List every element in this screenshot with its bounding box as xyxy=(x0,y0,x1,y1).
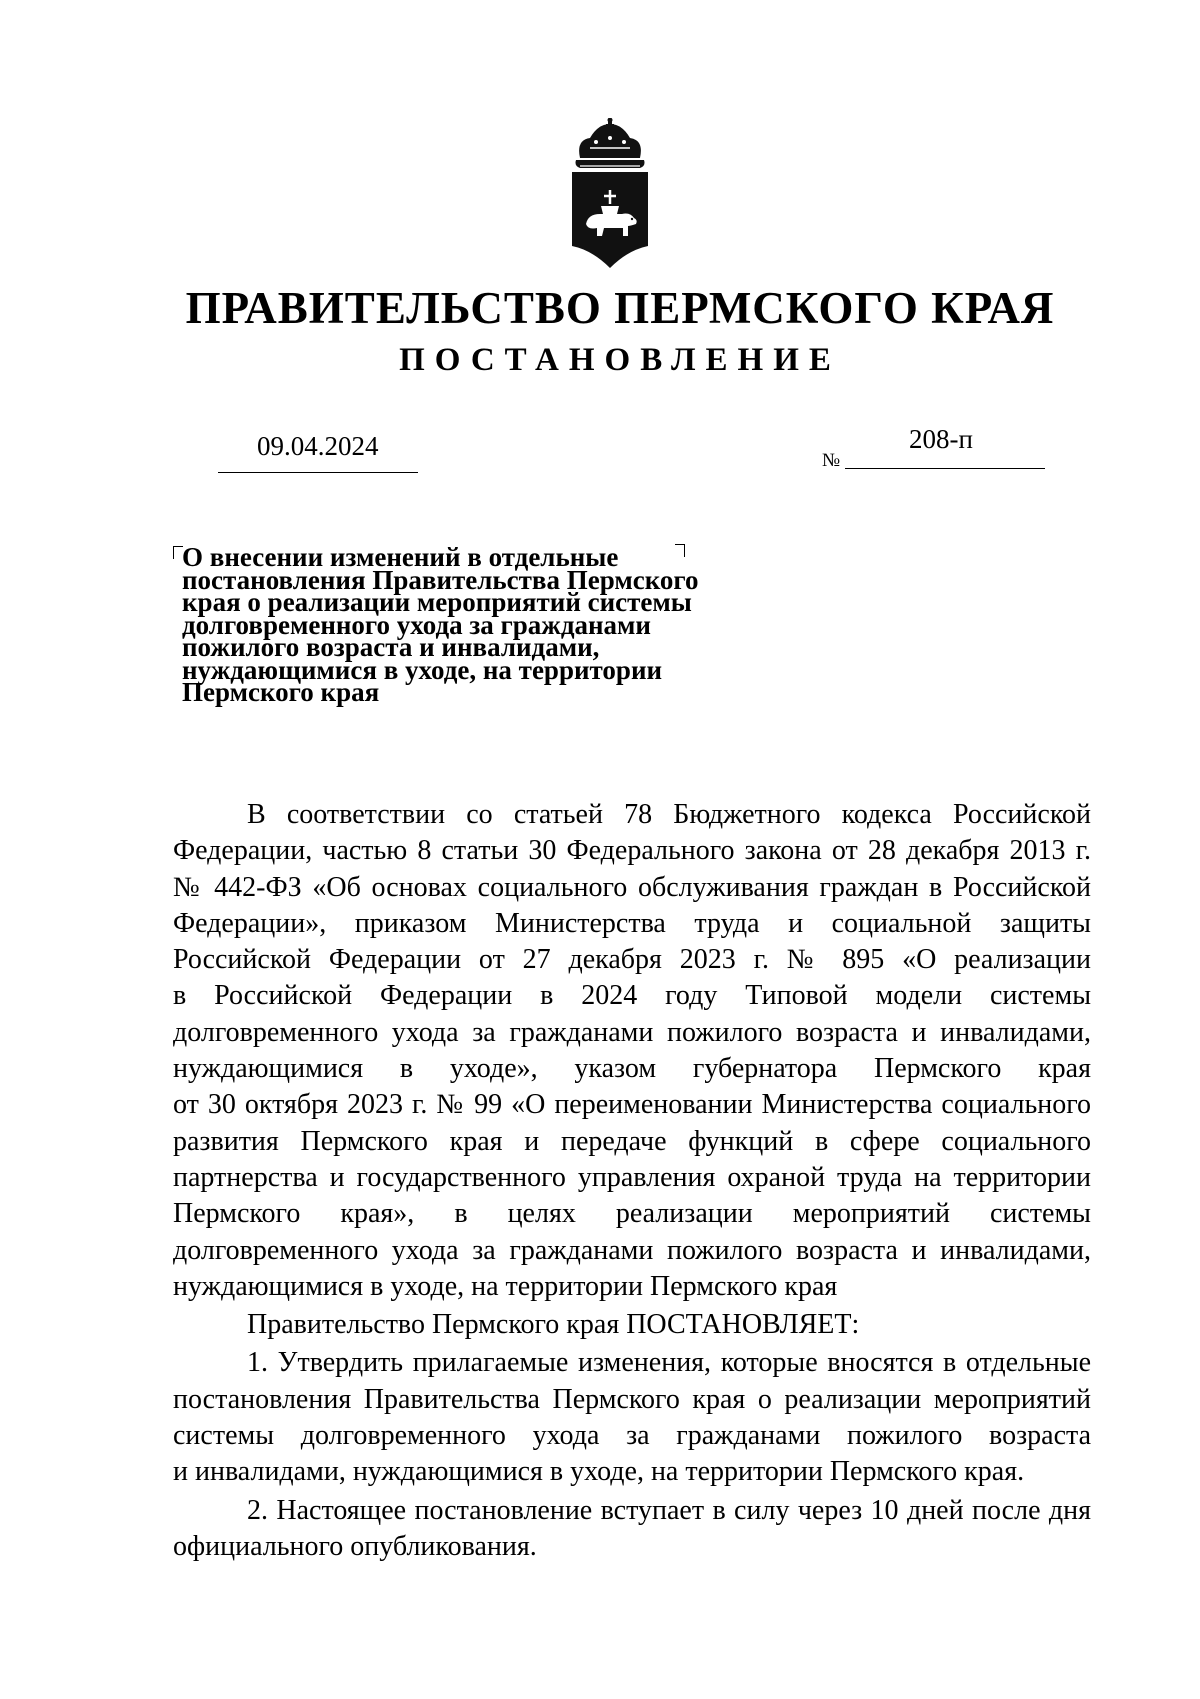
subject-line: О внесении изменений в отдельные xyxy=(182,542,619,572)
resolves-line: Правительство Пермского края ПОСТАНОВЛЯЕТ: xyxy=(247,1309,860,1341)
preamble-line: Российской Федерации от 27 декабря 2023 г. № 895 «О реализации xyxy=(173,944,1091,976)
preamble-line: В соответствии со статьей 78 Бюджетного кодекса Российской xyxy=(247,799,1091,830)
document-body xyxy=(173,797,1091,1565)
item-1-line: постановления Правительства Пермского края о реализации мероприятий xyxy=(173,1383,1091,1415)
preamble-line: нуждающимися в уходе, на территории Пермского края xyxy=(173,1270,838,1302)
preamble-line: от 30 октября 2023 г. № 99 «О переименовании Министерства социального xyxy=(173,1089,1091,1121)
preamble-line: в Российской Федерации в 2024 году Типовой модели системы xyxy=(173,980,1091,1012)
perm-krai-coat-of-arms-icon xyxy=(568,118,652,270)
preamble-line: долговременного ухода за гражданами пожилого возраста и инвалидами, xyxy=(173,1234,1091,1266)
subject-line: Пермского края xyxy=(182,677,380,707)
document-date: 09.04.2024 xyxy=(257,431,379,461)
number-sign: № xyxy=(822,450,841,471)
document-number: 208-п xyxy=(909,424,973,454)
document-type-title: ПОСТАНОВЛЕНИЕ xyxy=(399,342,841,378)
number-field xyxy=(845,424,1045,469)
preamble-line: нуждающимися в уходе», указом губернатора Пермского края xyxy=(173,1053,1091,1085)
preamble-line: долговременного ухода за гражданами пожилого возраста и инвалидами, xyxy=(173,1016,1091,1048)
item-2-line: 2. Настоящее постановление вступает в силу через 10 дней после дня xyxy=(247,1494,1091,1526)
preamble-line: развития Пермского края и передаче функций в сфере социального xyxy=(173,1125,1091,1157)
preamble-line: Федерации», приказом Министерства труда и социальной защиты xyxy=(173,907,1091,939)
subject-line: постановления Правительства Пермского xyxy=(182,564,699,595)
item-1-line: и инвалидами, нуждающимися в уходе, на территории Пермского края. xyxy=(173,1456,1025,1488)
preamble-line: партнерства и государственного управления охраной труда на территории xyxy=(173,1161,1091,1193)
subject-line: пожилого возраста и инвалидами, xyxy=(182,632,600,662)
item-1-line: 1. Утвердить прилагаемые изменения, которые вносятся в отдельные xyxy=(247,1347,1091,1379)
subject-line: нуждающимися в уходе, на территории xyxy=(182,654,663,685)
preamble-line: Федерации, частью 8 статьи 30 Федерального закона от 28 декабря 2013 г. xyxy=(173,835,1091,867)
item-2-line: официального опубликования. xyxy=(173,1530,537,1562)
organization-title: ПРАВИТЕЛЬСТВО ПЕРМСКОГО КРАЯ xyxy=(185,283,1055,333)
date-field xyxy=(218,428,418,473)
subject-line: края о реализации мероприятий системы xyxy=(182,587,692,617)
document-subject xyxy=(182,542,722,707)
preamble-line: № 442-ФЗ «Об основах социального обслуживания граждан в Российской xyxy=(173,871,1091,903)
subject-line: долговременного ухода за гражданами xyxy=(182,609,651,640)
preamble-line: Пермского края», в целях реализации мероприятий системы xyxy=(173,1198,1091,1230)
item-1-line: системы долговременного ухода за гражданами пожилого возраста xyxy=(173,1420,1091,1452)
